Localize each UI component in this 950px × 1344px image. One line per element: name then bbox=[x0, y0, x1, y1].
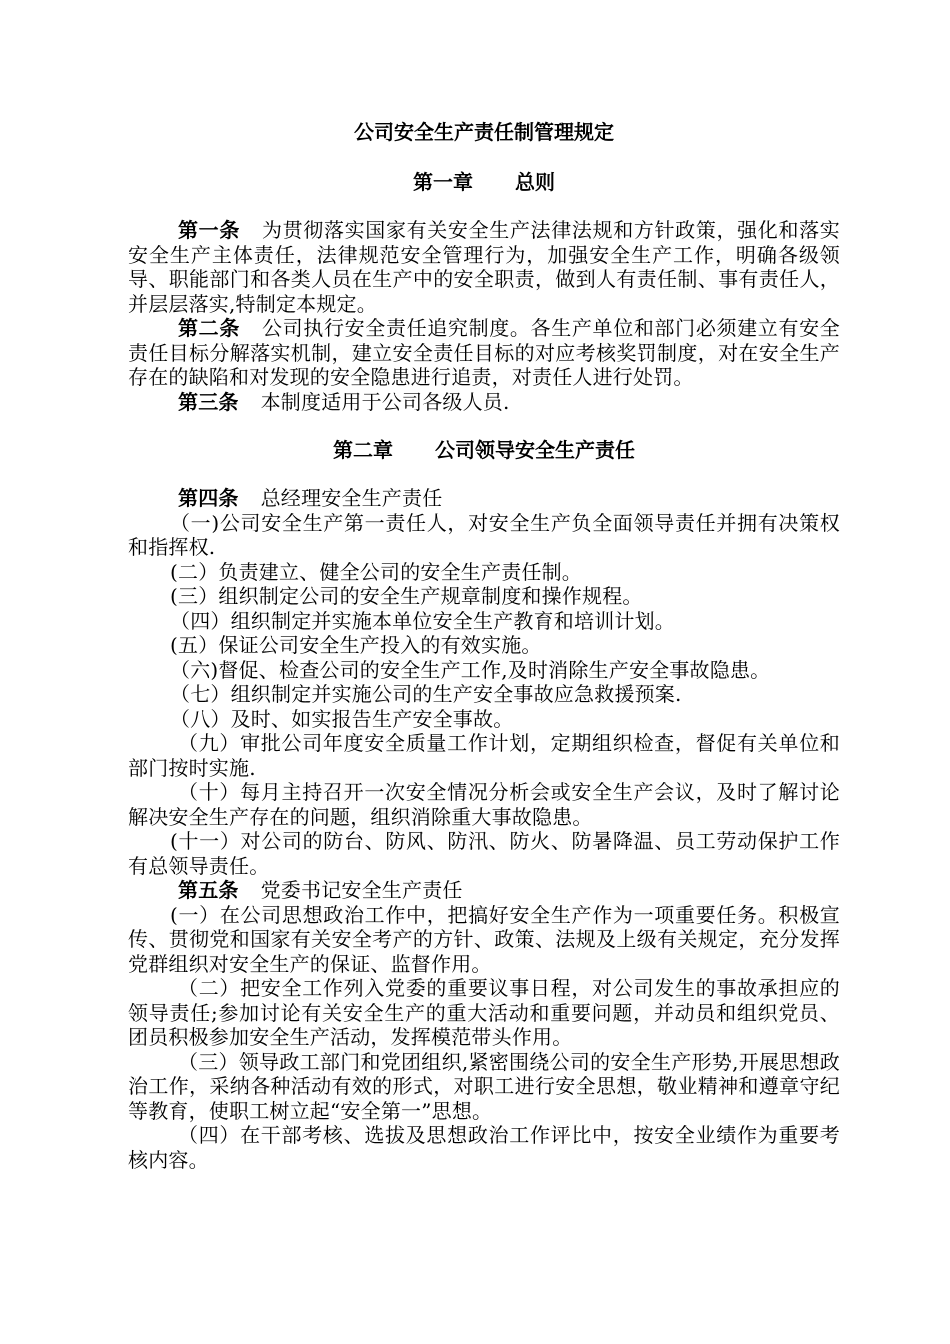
article-label: 第四条 bbox=[178, 486, 239, 510]
chapter-number: 第二章 bbox=[333, 438, 393, 462]
chapter-number: 第一章 bbox=[413, 170, 473, 194]
list-item: （三）领导政工部门和党团组织,紧密围绕公司的安全生产形势,开展思想政治工作，采纳各种活动有效的形式，对职工进行安全思想，敬业精神和遵章守纪等教育，使职工树立起“安全第一”思想。 bbox=[128, 1049, 840, 1123]
list-item: （四）在干部考核、选拔及思想政治工作评比中，按安全业绩作为重要考核内容。 bbox=[128, 1123, 840, 1172]
list-item: （九）审批公司年度安全质量工作计划，定期组织检查，督促有关单位和部门按时实施. bbox=[128, 731, 840, 780]
article-text: 为贯彻落实国家有关安全生产法律法规和方针政策，强化和落实安全生产主体责任，法律规范安全管理行为，加强安全生产工作，明确各级领导、职能部门和各类人员在生产中的安全职责，做到人有责任制、事有责任人，并层层落实,特制定本规定。 bbox=[128, 218, 840, 316]
article-text: 总经理安全生产责任 bbox=[260, 486, 443, 510]
article-5 bbox=[128, 878, 840, 903]
list-item: （七）组织制定并实施公司的生产安全事故应急救援预案. bbox=[170, 682, 682, 706]
chapter-2-heading bbox=[128, 436, 840, 464]
list-item: （六)督促、检查公司的安全生产工作,及时消除生产安全事故隐患。 bbox=[170, 657, 771, 682]
list-item: （一)公司安全生产第一责任人，对安全生产负全面领导责任并拥有决策权和指挥权. bbox=[128, 510, 840, 559]
list-item: （十）每月主持召开一次安全情况分析会或安全生产会议，及时了解讨论解决安全生产存在的问题，组织消除重大事故隐患。 bbox=[128, 780, 840, 829]
list-item: （八）及时、如实报告生产安全事故。 bbox=[170, 706, 514, 731]
article-label: 第二条 bbox=[178, 316, 240, 340]
chapter-name: 总则 bbox=[515, 170, 555, 194]
list-item: （二）把安全工作列入党委的重要议事日程，对公司发生的事故承担应的领导责任;参加讨论有关安全生产的重大活动和重要问题，并动员和组织党员、团员积极参加安全生产活动，发挥模范带头作用。 bbox=[128, 976, 840, 1049]
article-text: 本制度适用于公司各级人员. bbox=[260, 389, 510, 414]
list-item: (二）负责建立、健全公司的安全生产责任制。 bbox=[170, 559, 583, 584]
article-1 bbox=[128, 218, 840, 316]
chapter-1-heading bbox=[128, 168, 840, 196]
list-item: (十一）对公司的防台、防风、防汛、防火、防暑降温、员工劳动保护工作有总领导责任。 bbox=[128, 829, 840, 878]
document-page bbox=[128, 118, 840, 1172]
article-text: 公司执行安全责任追究制度。各生产单位和部门必须建立有安全责任目标分解落实机制，建立安全责任目标的对应考核奖罚制度，对在安全生产存在的缺陷和对发现的安全隐患进行追责，对责任人进行处罚。 bbox=[128, 316, 840, 389]
article-label: 第三条 bbox=[178, 389, 239, 414]
list-item: (一）在公司思想政治工作中，把搞好安全生产作为一项重要任务。积极宣传、贯彻党和国家有关安全考产的方针、政策、法规及上级有关规定，充分发挥党群组织对安全生产的保证、监督作用。 bbox=[128, 902, 840, 976]
list-item: (三）组织制定公司的安全生产规章制度和操作规程。 bbox=[170, 584, 643, 608]
article-label: 第五条 bbox=[178, 878, 239, 902]
article-2 bbox=[128, 316, 840, 390]
article-label: 第一条 bbox=[178, 218, 240, 242]
article-3 bbox=[128, 390, 840, 415]
document-title: 公司安全生产责任制管理规定 bbox=[354, 120, 614, 144]
chapter-name: 公司领导安全生产责任 bbox=[435, 438, 635, 462]
list-item: （四）组织制定并实施本单位安全生产教育和培训计划。 bbox=[170, 608, 675, 633]
article-4 bbox=[128, 486, 840, 511]
list-item: (五）保证公司安全生产投入的有效实施。 bbox=[170, 633, 542, 657]
article-text: 党委书记安全生产责任 bbox=[260, 878, 463, 902]
